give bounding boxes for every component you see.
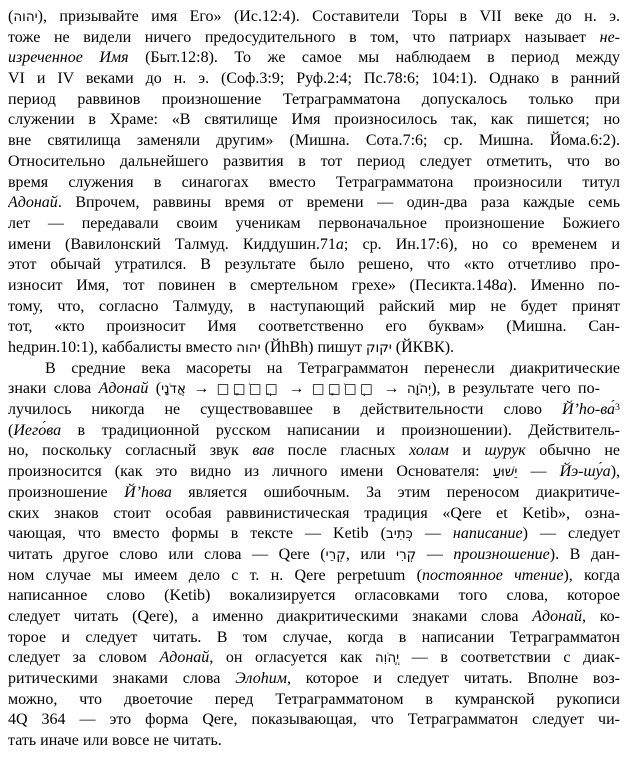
hebrew-text: כְּתִיב [385, 526, 413, 543]
body-text: , которое и следует читать. Вполне воз- [286, 670, 620, 687]
body-text: можно, что двоеточие перед Тетраграмматоном в кумранской рукописи [8, 690, 620, 708]
italic-text: написание [452, 525, 523, 543]
hebrew-text: □ְ□ֹ□ָ□ [311, 381, 377, 398]
hebrew-text: יְהֹוָה [406, 381, 432, 398]
body-text: Относительно дальнейшего развития в тот период следует отметить, что во [8, 152, 620, 170]
body-text: произношение [8, 483, 125, 501]
body-text: читать другое слово или слова — Qere ( [8, 545, 326, 563]
body-text: ( [8, 8, 14, 25]
body-text: ских знаков стоит особая раввинистическая традиция «Qere et Ketib», озна- [8, 504, 620, 522]
body-text: ). В дан- [549, 545, 620, 563]
text-line [8, 235, 620, 256]
body-text: ) — следует [522, 525, 620, 543]
italic-text: произношение [453, 545, 550, 563]
body-text: (ЙКВК). [391, 339, 455, 356]
body-text: и [448, 442, 485, 460]
text-line [8, 131, 620, 152]
text-line [8, 297, 620, 318]
body-text: ( [148, 380, 162, 398]
footnote-superscript: 3 [615, 401, 620, 413]
hebrew-text: יֵשׁוּעַ [492, 464, 518, 481]
body-text: после гласных [274, 442, 410, 460]
body-text: тот, «кто произносит Имя соответственно его буквам» (Мишна. Сан- [8, 318, 620, 336]
text-line [8, 173, 620, 194]
body-text: hедрин.10:1), каббалисты вместо [8, 339, 237, 356]
hebrew-text: אֲדֹנָי [161, 381, 186, 398]
hebrew-text: יֱהֹוִה [374, 650, 400, 667]
text-line [8, 152, 620, 173]
italic-text: Элоhим [235, 670, 287, 687]
hebrew-text: קְרֵי [325, 546, 346, 563]
text-line [8, 566, 620, 587]
body-text: (ЙhВh) пишут [260, 339, 366, 356]
italic-text: шурук [484, 442, 526, 460]
text-line [8, 731, 620, 752]
italic-text: а [335, 235, 344, 253]
italic-text: вав [252, 442, 275, 460]
body-text: , ко- [582, 607, 620, 625]
body-text: ), когда [563, 566, 620, 584]
italic-text: а [499, 276, 508, 294]
italic-text: холам [409, 442, 449, 460]
body-text: , или [345, 545, 397, 563]
body-text: имени (Вавилонский Талмуд. Киддушин.71 [8, 235, 336, 253]
text-line [8, 710, 620, 731]
hebrew-text: יקוק [365, 340, 392, 356]
body-text: тому, что, согласно Талмуду, в наступающий райский мир не будет принят [8, 297, 620, 315]
body-text: — [517, 463, 560, 481]
text-line [8, 545, 620, 566]
body-text: → [281, 380, 312, 398]
body-text: ном случае мы имеем дело с т. н. Qere perpetuum ( [8, 566, 422, 584]
italic-text: Адонай [159, 649, 210, 667]
body-text: ; ср. Ин.17:6), но со временем и [343, 235, 620, 253]
hebrew-text: יהוה [236, 340, 261, 356]
text-line [8, 338, 620, 359]
italic-text: Адонай [532, 607, 583, 625]
body-text: служении в Храме: «В святилище Имя произносилось так, как пишется; но [8, 111, 620, 129]
italic-text: изреченное Имя [8, 49, 129, 67]
text-line [8, 359, 620, 380]
text-line [8, 110, 620, 131]
text-line [8, 462, 620, 483]
italic-text: Адонай [8, 194, 58, 212]
body-text: обычно не [525, 442, 620, 460]
body-text: но, поскольку согласный звук [8, 442, 253, 460]
hebrew-text: קְרִי [396, 546, 417, 563]
body-text: — [412, 525, 453, 543]
hebrew-text: □ֲ□ֹ□ָ□ [216, 381, 282, 398]
body-text: — [416, 545, 454, 563]
body-text: ), в результате чего по- [431, 380, 600, 398]
body-text: ритическими знаками слова [8, 670, 236, 687]
body-text: следует читать (Qere), а именно диакритическими знаками слова [8, 607, 533, 625]
text-line [8, 193, 620, 214]
hebrew-text: יהוה [13, 9, 38, 25]
text-line [8, 586, 620, 607]
body-text: произносится (как это видно из личного имени Основателя: [8, 463, 493, 481]
body-text: ), [610, 463, 620, 481]
italic-text: Йэ-шу́а [559, 463, 611, 481]
body-text: торое и следует читать. В том случае, когда в написании Тетраграмматон [8, 628, 620, 646]
text-line [8, 276, 620, 297]
body-text: тоже не видели ничего предосудительного в том, что патриарх называет [8, 28, 600, 46]
body-text: . Впрочем, раввины время от времени — один-два раза каждые семь [57, 194, 620, 212]
text-line [8, 607, 620, 628]
body-text: знаки слова [8, 380, 99, 398]
body-text: написанное слово (Ketib) вокализируется огласовками того слова, которое [8, 587, 620, 605]
body-text: ( [8, 421, 14, 439]
text-line [8, 28, 620, 49]
body-text: , он огласуется как [209, 649, 375, 667]
text-line [8, 255, 620, 276]
text-line [8, 648, 620, 669]
body-text: этот обычай утратился. В результате было решено, что «кто отчетливо про- [8, 256, 620, 274]
body-text: период раввинов произношение Тетраграмматона допускалось только при [8, 90, 620, 108]
text-line [8, 483, 620, 504]
text-line [8, 524, 620, 545]
italic-text: Й’hова [124, 483, 172, 501]
italic-text: Иего́ва [13, 421, 62, 439]
text-line [8, 214, 620, 235]
text-line [8, 69, 620, 90]
body-text: лучилось никогда не существовавшее в действительности слово [8, 401, 562, 419]
text-line [8, 441, 620, 462]
body-text: VI и IV веками до н. э. (Соф.3:9; Руф.2:4; Пс.78:6; 104:1). Однако в ранний [8, 70, 620, 88]
body-text: в традиционной русском написании и произношении). Действитель- [61, 421, 620, 439]
body-text: износит Имя, тот повинен в смертельном грехе» (Песикта.148 [8, 276, 500, 294]
body-text: — в соответствии с диак- [399, 649, 620, 667]
text-line [8, 669, 620, 690]
italic-text: Й’hо-ва́ [562, 401, 616, 419]
text-line [8, 504, 620, 525]
body-text: лет — передавали своим ученикам первоначальное произношение Божиего [8, 214, 620, 232]
body-text: следует за словом [8, 649, 160, 667]
body-text: 4Q 364 — это форма Qere, показывающая, что Тетраграмматон следует чи- [8, 711, 620, 729]
text-line [8, 628, 620, 649]
italic-text: Адонай [98, 380, 149, 398]
body-text: чающая, что вместо формы в тексте — Ketib ( [8, 525, 386, 543]
body-text: → [376, 380, 407, 398]
body-text: В средние века масореты на Тетраграмматон перенесли диакритические [45, 359, 620, 377]
text-line [8, 7, 620, 28]
body-text: ), призывайте имя Его» (Ис.12:4). Составители Торы в VII веке до н. э. [37, 8, 620, 25]
italic-text: не- [599, 28, 620, 46]
body-text: → [185, 380, 217, 398]
text-line [8, 400, 620, 421]
body-text: тать иначе или вовсе не читать. [8, 732, 222, 750]
body-text: является ошибочным. За этим переносом диакритиче- [171, 483, 620, 501]
body-text: вне святилища заменяли другим» (Мишна. Сота.7:6; ср. Мишна. Йома.6:2). [8, 132, 620, 150]
text-line [8, 317, 620, 338]
text-line [8, 421, 620, 442]
text-line [8, 379, 620, 400]
text-line [8, 90, 620, 111]
text-line [8, 48, 620, 69]
italic-text: постоянное чтение [421, 566, 564, 584]
body-text: время служения в синагогах вместо Тетраграмматона произносили титул [8, 173, 620, 191]
body-text: (Быт.12:8). То же самое мы наблюдаем в период между [128, 49, 620, 67]
text-line [8, 690, 620, 711]
body-text: ). Именно по- [507, 276, 620, 294]
